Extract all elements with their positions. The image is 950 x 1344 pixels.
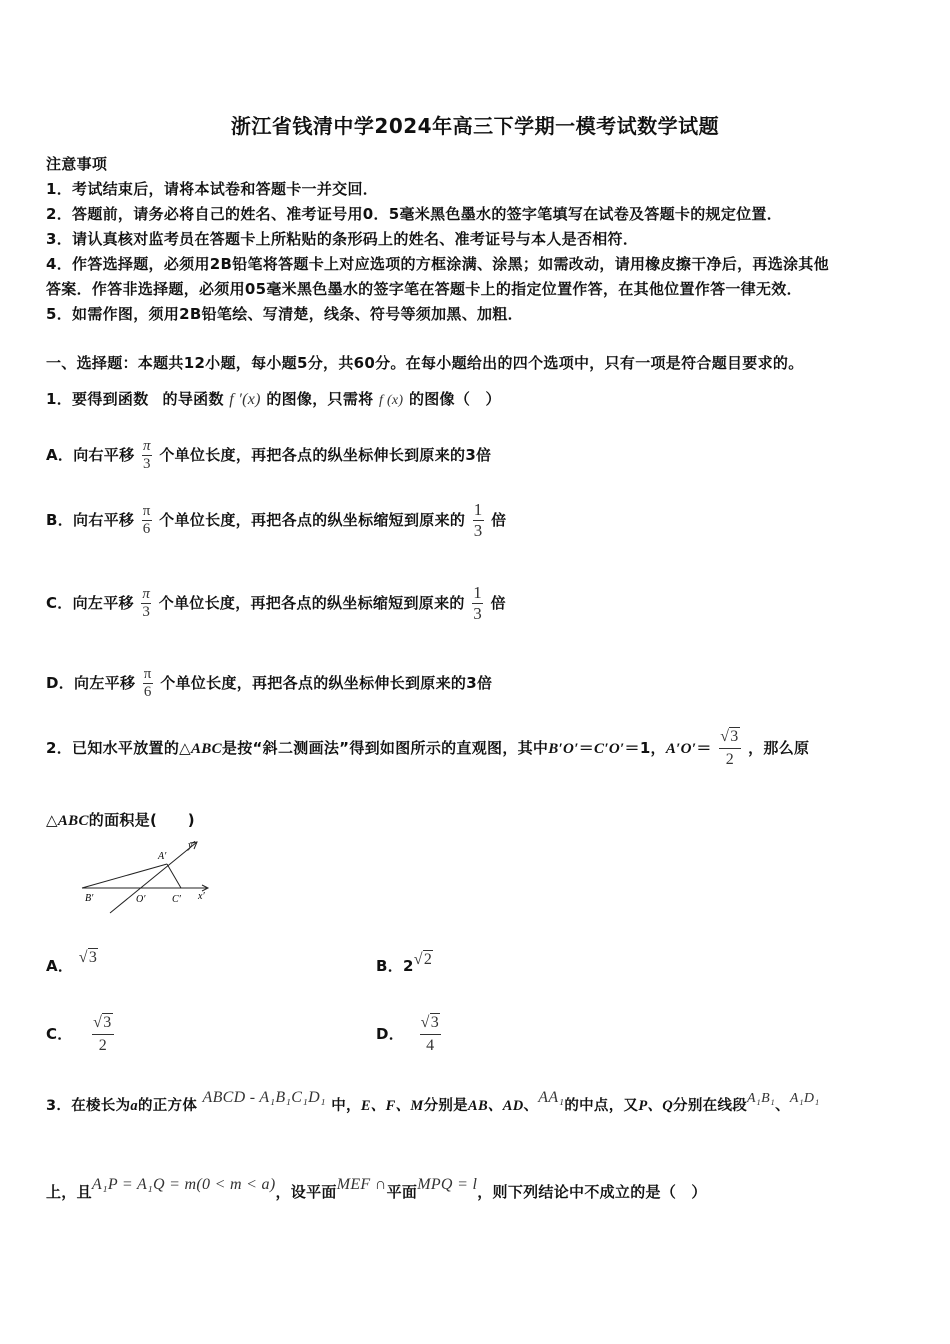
question-3: 3．在棱长为a的正方体 ABCD - A₁B₁C₁D₁ 中，E、F、M分别是AB、AD、AA₁的中点，又P、Q分别在线段A₁B₁、A₁D₁	[46, 1089, 820, 1114]
condition-expression: A₁P = A₁Q = m(0 < m < a)	[91, 1176, 276, 1193]
option-a[interactable]: A． √3	[46, 949, 98, 975]
label-c: C′	[172, 894, 181, 905]
y-axis	[110, 842, 197, 913]
notice-item: 3．请认真核对监考员在答题卡上所粘贴的条形码上的姓名、准考证号与本人是否相符．	[46, 230, 639, 248]
label-o: O′	[136, 894, 146, 905]
label-a: A′	[158, 851, 167, 862]
label-b: B′	[85, 893, 94, 904]
segment-a1d1: A₁D₁	[789, 1091, 820, 1106]
option-d[interactable]: D． $\frac{√3}{4}$	[376, 1012, 443, 1057]
label-y: y′	[188, 840, 195, 851]
notice-item: 4．作答选择题，必须用2B铅笔将答题卡上对应选项的方框涂满、涂黑；如需改动，请用橡皮擦干净后，再选涂其他	[46, 255, 829, 273]
function-expression: f (x)	[378, 393, 404, 408]
option-c[interactable]: C．向左平移 $\frac{\pi}{3}$ 个单位长度，再把各点的纵坐标缩短到原来的 $\frac{1}{3}$ 倍	[46, 583, 506, 623]
notice-item: 5．如需作图，须用2B铅笔绘、写清楚，线条、符号等须加黑、加粗．	[46, 305, 523, 323]
question-2: 2．已知水平放置的△ABC是按“斜二测画法”得到如图所示的直观图，其中B′O′＝C′O′＝1，A′O′＝ $\frac{√3}{2}$ ，那么原	[46, 726, 809, 771]
option-a[interactable]: A．向右平移 $\frac{\pi}{3}$ 个单位长度，再把各点的纵坐标伸长到原来的3倍	[46, 438, 492, 472]
page-title: 浙江省钱清中学2024年高三下学期一模考试数学试题	[230, 114, 720, 138]
option-b[interactable]: B．向右平移 $\frac{\pi}{6}$ 个单位长度，再把各点的纵坐标缩短到原来的 $\frac{1}{3}$ 倍	[46, 500, 507, 540]
notice-item: 1．考试结束后，请将本试卷和答题卡一并交回．	[46, 180, 379, 198]
option-c[interactable]: C． $\frac{√3}{2}$	[46, 1012, 116, 1057]
plane-mpq: MPQ = l	[417, 1176, 478, 1193]
segment-ba	[82, 864, 167, 888]
segment-a1b1: A₁B₁	[747, 1091, 776, 1106]
derivative-expression: f ′(x)	[229, 391, 261, 408]
option-d[interactable]: D．向左平移 $\frac{\pi}{6}$ 个单位长度，再把各点的纵坐标伸长到原来的3倍	[46, 666, 493, 700]
question-2-line2: △ABC的面积是( )	[46, 811, 195, 829]
oblique-projection-figure	[70, 836, 220, 916]
edge-aa1: AA₁	[538, 1089, 565, 1106]
question-3-line2: 上，且A₁P = A₁Q = m(0 < m < a)，设平面MEF ∩平面MPQ = l，则下列结论中不成立的是（ ）	[46, 1176, 707, 1201]
notice-heading: 注意事项	[46, 155, 108, 173]
question-1: 1．要得到函数 的导函数 f ′(x) 的图像，只需将 f (x) 的图像（ ）	[46, 390, 501, 408]
label-x: x′	[198, 891, 205, 902]
notice-item: 2．答题前，请务必将自己的姓名、准考证号用0．5毫米黑色墨水的签字笔填写在试卷及答题卡的规定位置．	[46, 205, 783, 223]
notice-item: 答案．作答非选择题，必须用05毫米黑色墨水的签字笔在答题卡上的指定位置作答，在其他位置作答一律无效．	[46, 280, 802, 298]
plane-mef: MEF ∩	[336, 1176, 387, 1193]
segment-ac	[167, 864, 181, 888]
cube-name: ABCD - A₁B₁C₁D₁	[202, 1089, 326, 1106]
option-b[interactable]: B．2√2	[376, 951, 433, 975]
section-heading: 一、选择题：本题共12小题，每小题5分，共60分。在每小题给出的四个选项中，只有一项是符合题目要求的。	[46, 354, 804, 372]
